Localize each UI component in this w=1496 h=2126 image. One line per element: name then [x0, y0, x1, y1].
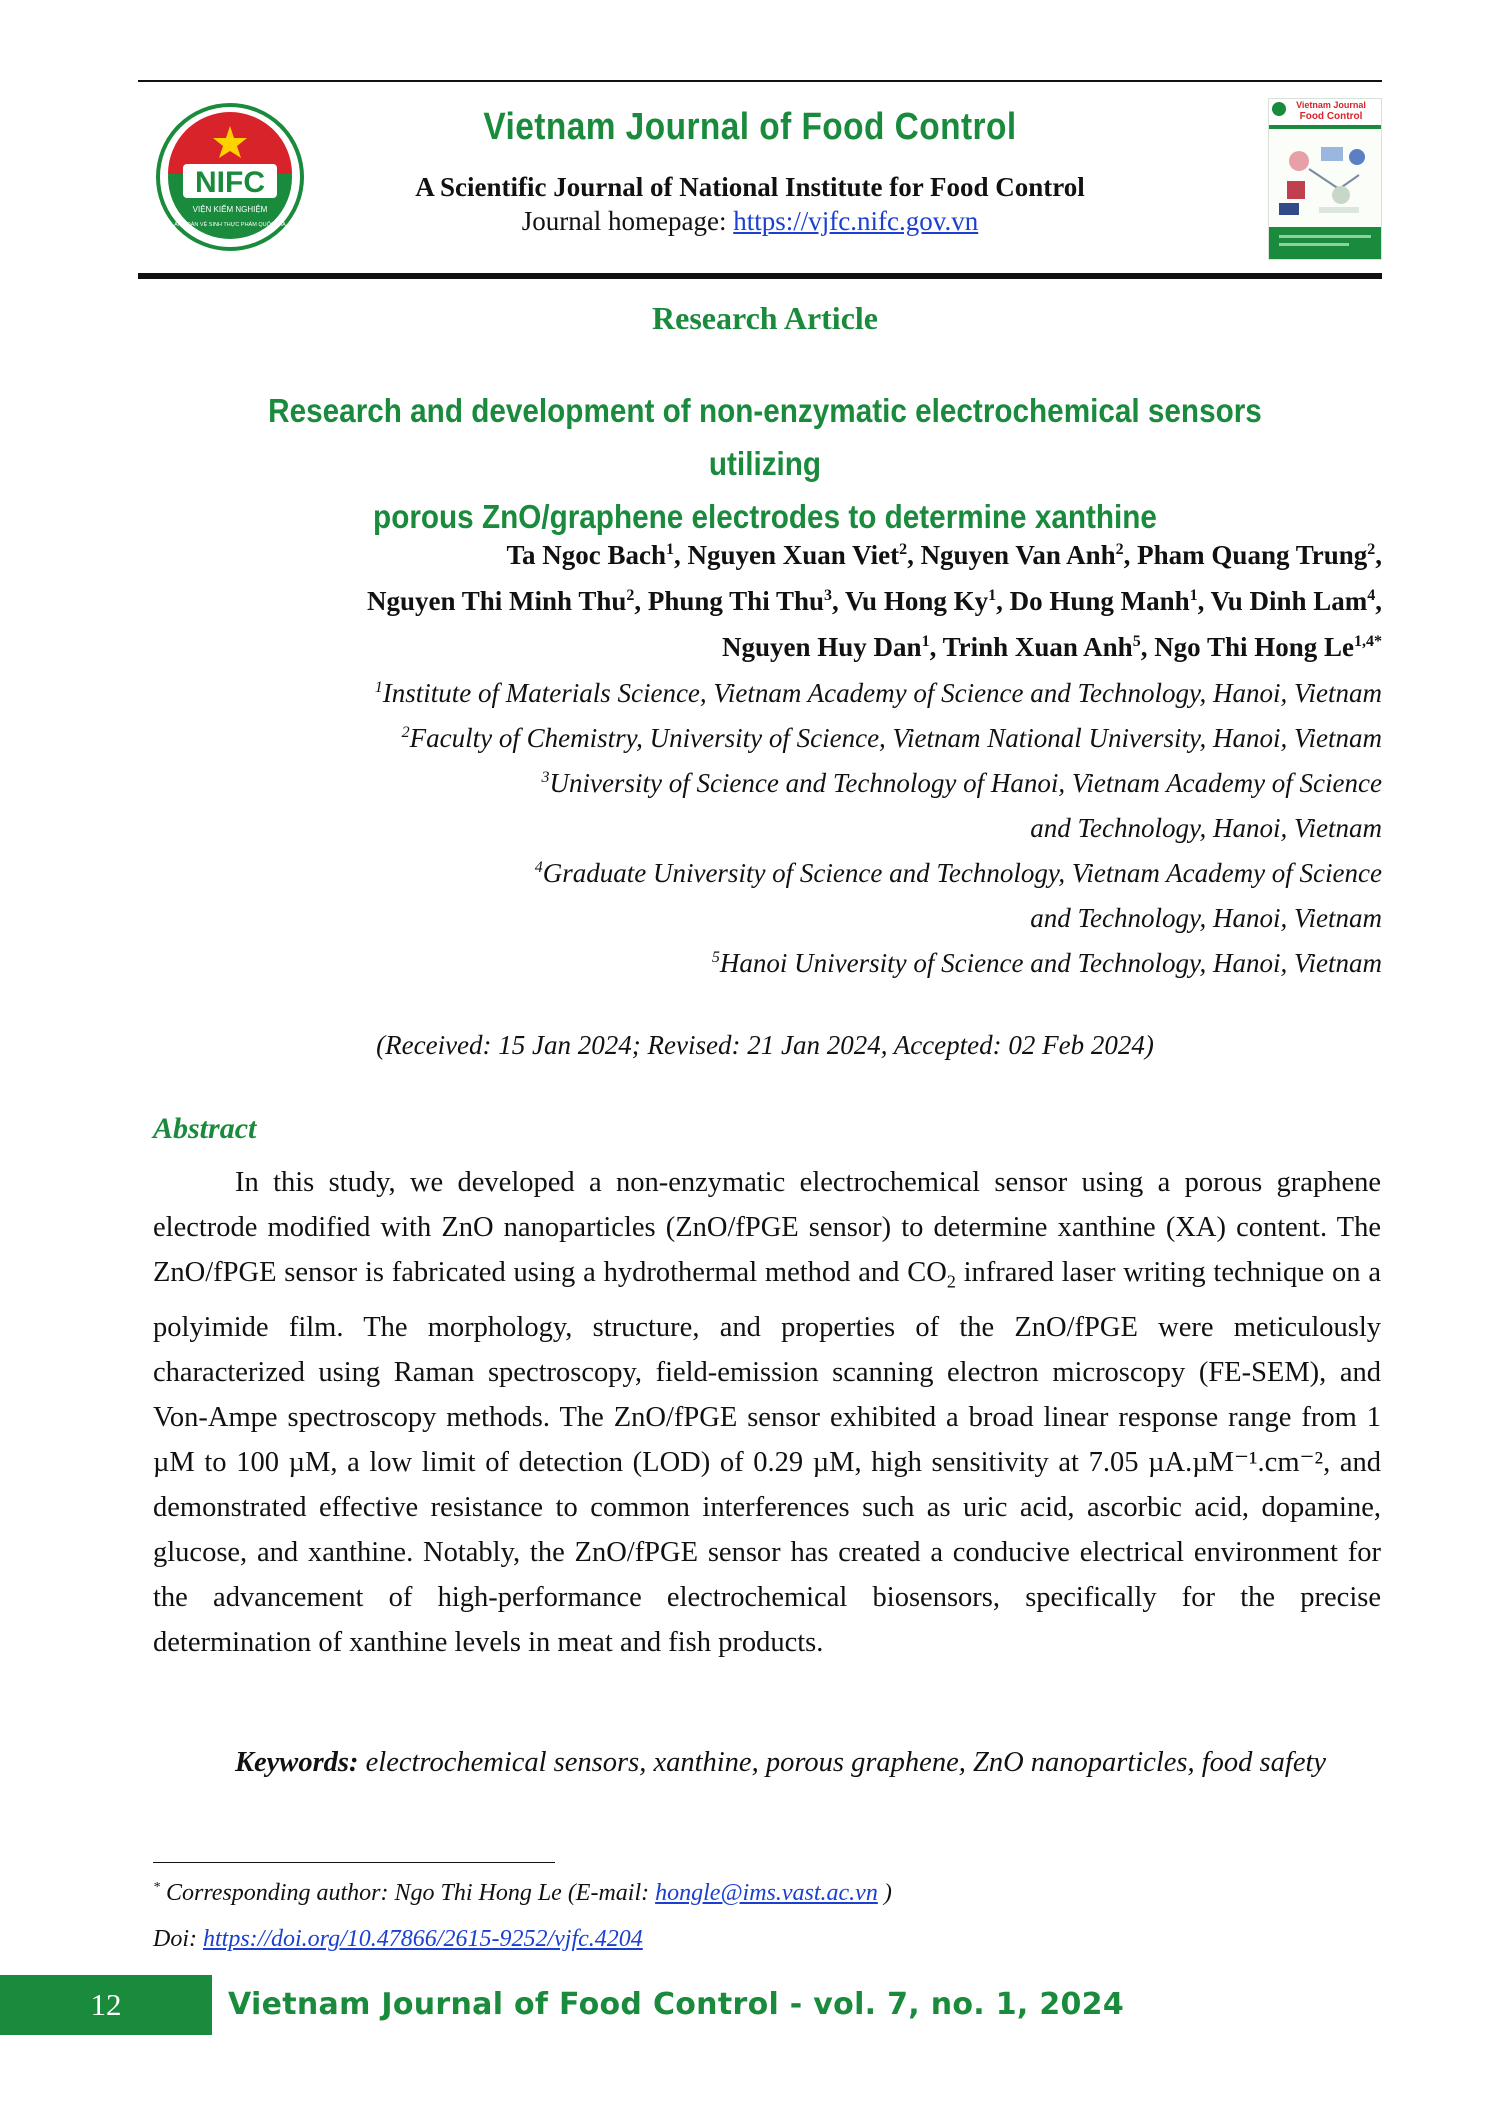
article-dates: (Received: 15 Jan 2024; Revised: 21 Jan 2024, Accepted: 02 Feb 2024): [376, 1030, 1154, 1060]
author-sup: 5: [1132, 633, 1141, 650]
homepage-link[interactable]: https://vjfc.nifc.gov.vn: [733, 206, 979, 236]
affiliation-2: [150, 723, 1382, 754]
keywords-label: Keywords:: [235, 1747, 359, 1778]
email-link[interactable]: hongle@ims.vast.ac.vn: [655, 1880, 878, 1906]
author-sup: 1: [1189, 587, 1198, 604]
author-name: Nguyen Thi Minh Thu: [367, 586, 627, 616]
author-name: Phung Thi Thu: [647, 586, 825, 616]
author-name: Vu Hong Ky: [845, 586, 989, 616]
affiliation-3: [150, 768, 1382, 799]
affiliation-text: Institute of Materials Science, Vietnam Academy of Science and Technology, Hanoi, Vietnam: [382, 678, 1382, 708]
article-title-line-1: Research and development of non-enzymatic electrochemical sensors utilizing: [268, 392, 1262, 482]
author-sup: 1: [666, 541, 675, 558]
affiliation-sup: 5: [711, 949, 720, 966]
cover-title-line1: Vietnam Journal: [1296, 100, 1366, 110]
affiliation-sup: 3: [541, 769, 550, 786]
author-sup: 1: [921, 633, 930, 650]
authors-line-1: Ta Ngoc Bach$^1$, Nguyen Xuan Viet$^2$, Nguyen Van Anh$^2$, Pham Quang Trung$^2$,: [506, 540, 1382, 570]
keywords-list: electrochemical sensors, xanthine, porous graphene, ZnO nanoparticles, food safety: [358, 1747, 1327, 1778]
journal-title: Vietnam Journal of Food Control: [483, 106, 1017, 148]
logo-text: NIFC: [195, 166, 265, 199]
author-name: Nguyen Van Anh: [920, 540, 1116, 570]
author-name: Do Hung Manh: [1009, 586, 1190, 616]
author-sup: 3: [824, 587, 833, 604]
author-sup: 2: [1367, 541, 1376, 558]
author-name: Nguyen Xuan Viet: [687, 540, 900, 570]
author-sup: 2: [899, 541, 908, 558]
affiliation-5: [150, 948, 1382, 979]
affiliation-text: Hanoi University of Science and Technology, Hanoi, Vietnam: [719, 948, 1382, 978]
author-name: Ta Ngoc Bach: [506, 540, 667, 570]
author-name: Nguyen Huy Dan: [722, 632, 922, 662]
cover-title-line2: Food Control: [1299, 111, 1363, 122]
affiliation-3-cont: and Technology, Hanoi, Vietnam: [1030, 813, 1382, 843]
affiliation-text: Faculty of Chemistry, University of Science, Vietnam National University, Hanoi, Vietnam: [409, 723, 1382, 753]
footnote-marker: *: [153, 1880, 160, 1895]
abstract-body: [153, 1160, 1381, 1665]
abstract-text-1: In this study, we developed a non-enzymatic electrochemical sensor using a porous graphene electrode modified with ZnO nanoparticles (ZnO/fPGE sensor) to determine xanthine (XA) content. The ZnO/fPGE sensor is fabricated using a hydrothermal method and CO: [153, 1167, 1381, 1288]
footnote-rule: [153, 1862, 555, 1863]
footer-journal-issue: Vietnam Journal of Food Control - vol. 7, no. 1, 2024: [228, 1987, 1125, 2022]
article-title-line-2: porous ZnO/graphene electrodes to determine xanthine: [373, 498, 1157, 535]
affiliation-sup: 1: [374, 679, 383, 696]
abstract-text-2: infrared laser writing technique on a polyimide film. The morphology, structure, and properties of the ZnO/fPGE were meticulously characterized using Raman spectroscopy, field-emission scanning electron microscopy (FE-SEM), and Von-Ampe spectroscopy methods. The ZnO/fPGE sensor exhibited a broad linear response range from 1 µM to 100 µM, a low limit of detection (LOD) of 0.29 µM, high sensitivity at 7.05 µA.µM⁻¹.cm⁻², and demonstrated effective resistance to common interferences such as uric acid, ascorbic acid, dopamine, glucose, and xanthine. Notably, the ZnO/fPGE sensor has created a conducive electrical environment for the advancement of high-performance electrochemical biosensors, specifically for the precise determination of xanthine levels in meat and fish products.: [153, 1257, 1381, 1658]
corresponding-end: ): [877, 1880, 892, 1906]
author-sup: 2: [1115, 541, 1124, 558]
affiliation-text: Graduate University of Science and Technology, Vietnam Academy of Science: [542, 858, 1382, 888]
corresponding-text: Corresponding author: Ngo Thi Hong Le (E-mail:: [160, 1880, 656, 1906]
journal-cover-thumbnail: [1268, 98, 1382, 260]
affiliation-sup: 2: [401, 724, 410, 741]
journal-homepage: [300, 206, 1200, 237]
header-bottom-rule: [138, 273, 1382, 279]
author-sup: 2: [626, 587, 635, 604]
affiliation-1: [150, 678, 1382, 709]
header-top-rule: [138, 80, 1382, 82]
author-name: Ngo Thi Hong Le: [1154, 632, 1354, 662]
authors-line-3: Nguyen Huy Dan$^1$, Trinh Xuan Anh$^5$, Ngo Thi Hong $Le^{1,4*}$: [722, 632, 1382, 662]
author-sup: 4: [1367, 587, 1376, 604]
affiliation-4-cont: and Technology, Hanoi, Vietnam: [1030, 903, 1382, 933]
author-name: Trinh Xuan Anh: [942, 632, 1133, 662]
author-name: Pham Quang Trung: [1137, 540, 1368, 570]
doi-label: Doi:: [153, 1926, 203, 1952]
homepage-label: Journal homepage:: [521, 206, 734, 236]
keywords: [153, 1740, 1381, 1785]
article-title: [212, 384, 1319, 543]
author-name: Vu Dinh Lam: [1210, 586, 1368, 616]
page-number: 12: [0, 1975, 212, 2035]
logo-subtext: VIỆN KIỂM NGHIỆM: [192, 205, 268, 214]
affiliation-text: University of Science and Technology of Hanoi, Vietnam Academy of Science: [549, 768, 1382, 798]
nifc-logo: [155, 102, 305, 252]
doi-link[interactable]: https://doi.org/10.47866/2615-9252/vjfc.4204: [203, 1926, 643, 1952]
authors-line-2: Nguyen Thi Minh Thu$^2$, Phung Thi Thu$^3$, Vu Hong Ky$^1$, Do Hung Manh$^1$, Vu Dinh Lam$^4$,: [367, 586, 1382, 616]
article-type: Research Article: [652, 300, 878, 336]
abstract-subscript: 2: [946, 1271, 956, 1292]
journal-subtitle: A Scientific Journal of National Institute for Food Control: [415, 172, 1085, 202]
logo-ring-text: AN TOÀN VỆ SINH THỰC PHẨM QUỐC GIA: [174, 222, 286, 228]
author-sup: 1,4*: [1354, 633, 1382, 650]
affiliation-sup: 4: [534, 859, 543, 876]
abstract-heading: Abstract: [153, 1112, 257, 1145]
affiliation-4: [150, 858, 1382, 889]
corresponding-author-note: [153, 1880, 892, 1907]
doi-note: [153, 1926, 643, 1953]
author-sup: 1: [988, 587, 997, 604]
